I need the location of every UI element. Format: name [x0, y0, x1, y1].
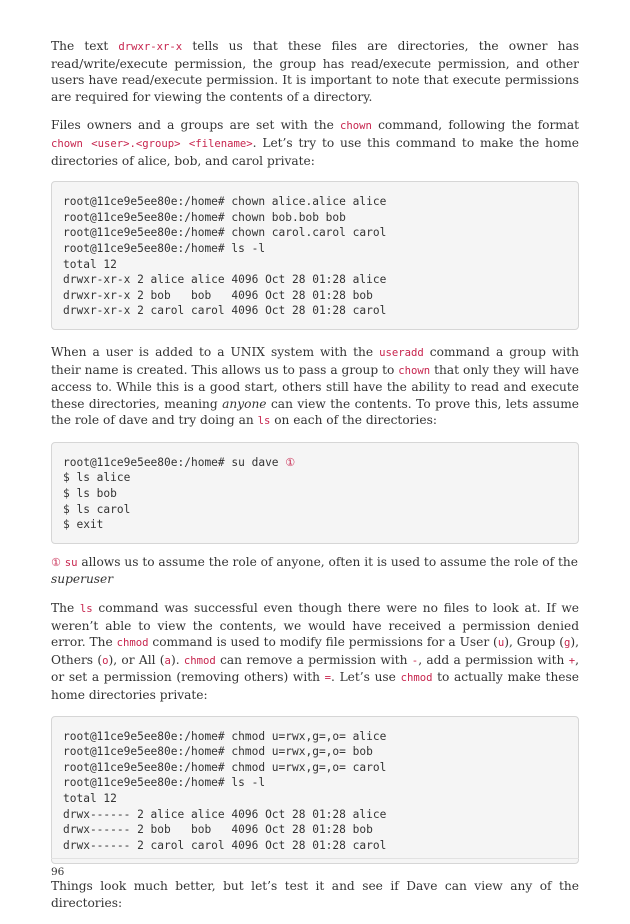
code-line: root@11ce9e5ee80e:/home# chmod u=rwx,g=,o= carol [63, 760, 387, 774]
code-line: root@11ce9e5ee80e:/home# ls -l [63, 776, 266, 790]
emphasis: anyone [222, 396, 267, 411]
code-line: root@11ce9e5ee80e:/home# chown carol.carol carol [63, 226, 387, 240]
text: When a user is added to a UNIX system with the [51, 344, 380, 359]
inline-code: ls [257, 415, 271, 428]
code-line: drwxr-xr-x 2 alice alice 4096 Oct 28 01:28 alice [63, 273, 387, 287]
inline-code: chmod [116, 637, 149, 650]
code-line: root@11ce9e5ee80e:/home# chown alice.alice alice [63, 195, 387, 209]
paragraph-useradd [51, 344, 579, 430]
text: command, following the format [371, 118, 579, 133]
code-line: root@11ce9e5ee80e:/home# chmod u=rwx,g=,o= alice [63, 729, 387, 743]
text: The [51, 601, 80, 616]
text: The text [51, 39, 119, 53]
inline-code: o [102, 654, 109, 667]
inline-code: ls [79, 603, 93, 616]
inline-code: chown <user>.<group> <filename> [51, 137, 253, 150]
paragraph-chown-intro [51, 117, 579, 169]
inline-code: = [324, 672, 332, 685]
paragraph-test-dave: Things look much better, but let’s test it and see if Dave can view any of the directories: [51, 879, 579, 910]
text: command a group with their name is created. This allows us to pass a group to [51, 344, 579, 377]
text: ), or All ( [108, 652, 165, 667]
text: ), Others ( [51, 635, 579, 667]
code-line: root@11ce9e5ee80e:/home# chmod u=rwx,g=,o= bob [63, 745, 373, 759]
page-number: 96 [51, 866, 65, 878]
callout-marker: ① [285, 455, 296, 469]
inline-code: a [164, 654, 171, 667]
text: can view the contents. To prove this, lets assume the role of dave and try doing an [51, 396, 579, 428]
inline-code: + [568, 654, 576, 667]
callout-marker: ① [51, 555, 61, 569]
code-line: root@11ce9e5ee80e:/home# chown bob.bob bob [63, 210, 346, 224]
inline-code: drwxr-xr-x [118, 41, 183, 53]
paragraph-permissions-explained [51, 38, 579, 105]
code-line: drwxr-xr-x 2 bob bob 4096 Oct 28 01:28 bob [63, 288, 373, 302]
code-line: total 12 [63, 791, 117, 805]
text: , add a permission with [418, 652, 569, 667]
text: that only they will have access to. While this is a good start, others still have the ability to read and execute these directories, meaning [51, 362, 580, 411]
text: command is used to modify file permissions for a User ( [148, 635, 498, 650]
text: on each of the directories: [270, 413, 437, 428]
inline-code: su [64, 556, 78, 569]
inline-code: chown [398, 364, 431, 377]
code-line: drwx------ 2 carol carol 4096 Oct 28 01:28 carol [63, 838, 387, 852]
text: can remove a permission with [215, 652, 412, 667]
inline-code: u [497, 637, 505, 650]
text: ). [170, 652, 184, 667]
page-content [51, 38, 579, 924]
text: , or set a permission (removing others) with [51, 652, 579, 685]
code-line: $ ls alice [63, 471, 131, 485]
inline-code: chmod [183, 654, 216, 667]
text: . Let’s try to use this command to make the home directories of alice, bob, and carol private: [51, 135, 579, 168]
code-line: drwx------ 2 alice alice 4096 Oct 28 01:28 alice [63, 807, 387, 821]
code-line [63, 455, 567, 471]
code-text: root@11ce9e5ee80e:/home# su dave [63, 455, 286, 469]
code-line: total 12 [63, 257, 117, 271]
code-line: drwx------ 2 bob bob 4096 Oct 28 01:28 bob [63, 823, 373, 837]
inline-code: chmod [400, 672, 433, 685]
code-block-su-dave [51, 442, 579, 544]
inline-code: - [411, 654, 419, 667]
callout-note [51, 554, 579, 588]
inline-code: useradd [379, 346, 424, 359]
emphasis: superuser [51, 572, 114, 587]
code-line: $ exit [63, 518, 104, 532]
inline-code: g [563, 637, 571, 650]
code-block-chmod [51, 716, 579, 865]
code-line: $ ls bob [63, 487, 117, 501]
footer-divider [51, 858, 579, 859]
inline-code: chown [340, 120, 372, 133]
code-line: drwxr-xr-x 2 carol carol 4096 Oct 28 01:28 carol [63, 304, 387, 318]
text: Files owners and a groups are set with the [51, 118, 340, 133]
text: command was successful even though there were no files to look at. If we weren’t able to view the contents, we would have received a permission denied error. The [51, 601, 579, 650]
code-line: root@11ce9e5ee80e:/home# ls -l [63, 241, 266, 255]
text: tells us that these files are directories, the owner has read/write/execute permission, the group has read/execute permission, and other users have read/execute permission. It is important to note that execute permissions are required for viewing the contents of a directory. [51, 39, 579, 104]
text: to actually make these home directories private: [51, 670, 579, 702]
text: . Let’s use [331, 670, 401, 685]
code-line: $ ls carol [63, 502, 131, 516]
text: ), Group ( [504, 635, 564, 650]
text: allows us to assume the role of anyone, often it is used to assume the role of the [77, 554, 578, 569]
paragraph-chmod-intro [51, 600, 579, 704]
code-block-chown [51, 181, 579, 330]
